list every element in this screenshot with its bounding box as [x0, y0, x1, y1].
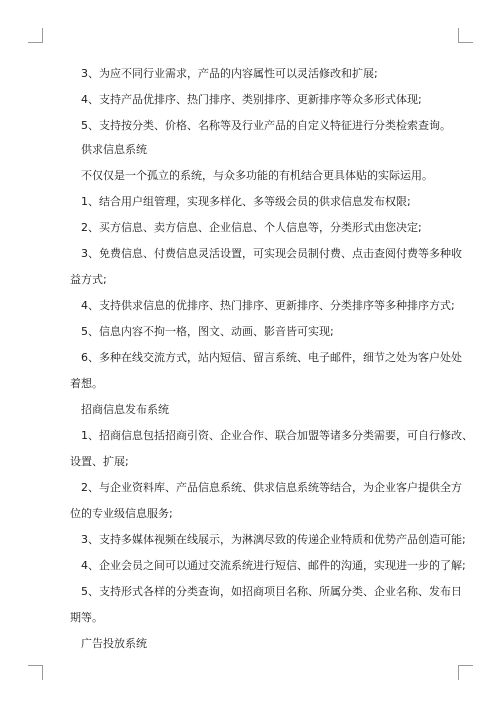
paragraph-line: 3、支持多媒体视频在线展示，为淋漓尽致的传递企业特质和优势产品创造可能; — [81, 533, 466, 546]
crop-mark-top-left — [28, 28, 43, 43]
paragraph-line-continuation: 位的专业级信息服务; — [70, 507, 173, 520]
paragraph-line: 1、招商信息包括招商引资、企业合作、联合加盟等诸多分类需要，可自行修改、 — [81, 429, 473, 442]
paragraph-line: 5、信息内容不拘一格，图文、动画、影音皆可实现; — [81, 325, 334, 338]
document-body — [70, 66, 473, 652]
paragraph-line: 4、支持产品优排序、热门排序、类别排序、更新排序等众多形式体现; — [81, 93, 422, 106]
crop-mark-bottom-left — [28, 665, 43, 680]
section-heading: 广告投放系统 — [81, 637, 147, 650]
paragraph-line: 3、为应不同行业需求，产品的内容属性可以灵活修改和扩展; — [81, 67, 378, 80]
paragraph-line: 1、结合用户组管理，实现多样化、多等级会员的供求信息发布权限; — [81, 195, 411, 208]
paragraph-line: 3、免费信息、付费信息灵活设置，可实现会员制付费、点击查阅付费等多种收 — [81, 247, 462, 260]
paragraph-line-continuation: 益方式; — [70, 273, 107, 286]
paragraph-line: 不仅仅是一个孤立的系统，与众多功能的有机结合更具体贴的实际运用。 — [81, 169, 433, 182]
crop-mark-bottom-right — [458, 665, 473, 680]
paragraph-line: 4、企业会员之间可以通过交流系统进行短信、邮件的沟通，实现进一步的了解; — [81, 559, 466, 572]
section-heading: 供求信息系统 — [81, 143, 147, 156]
paragraph-line-continuation: 期等。 — [70, 611, 103, 624]
paragraph-line: 5、支持形式各样的分类查询，如招商项目名称、所属分类、企业名称、发布日 — [81, 585, 462, 598]
crop-mark-top-right — [458, 28, 473, 43]
paragraph-line: 5、支持按分类、价格、名称等及行业产品的自定义特征进行分类检索查询。 — [81, 119, 451, 132]
section-heading: 招商信息发布系统 — [81, 403, 169, 416]
paragraph-line: 2、与企业资料库、产品信息系统、供求信息系统等结合，为企业客户提供全方 — [81, 481, 462, 494]
paragraph-line-continuation: 设置、扩展; — [70, 455, 129, 468]
paragraph-line-continuation: 着想。 — [70, 377, 103, 390]
paragraph-line: 4、支持供求信息的优排序、热门排序、更新排序、分类排序等多种排序方式; — [81, 299, 455, 312]
paragraph-line: 6、多种在线交流方式，站内短信、留言系统、电子邮件，细节之处为客户处处 — [81, 351, 462, 364]
paragraph-line: 2、买方信息、卖方信息、企业信息、个人信息等，分类形式由您决定; — [81, 221, 422, 234]
